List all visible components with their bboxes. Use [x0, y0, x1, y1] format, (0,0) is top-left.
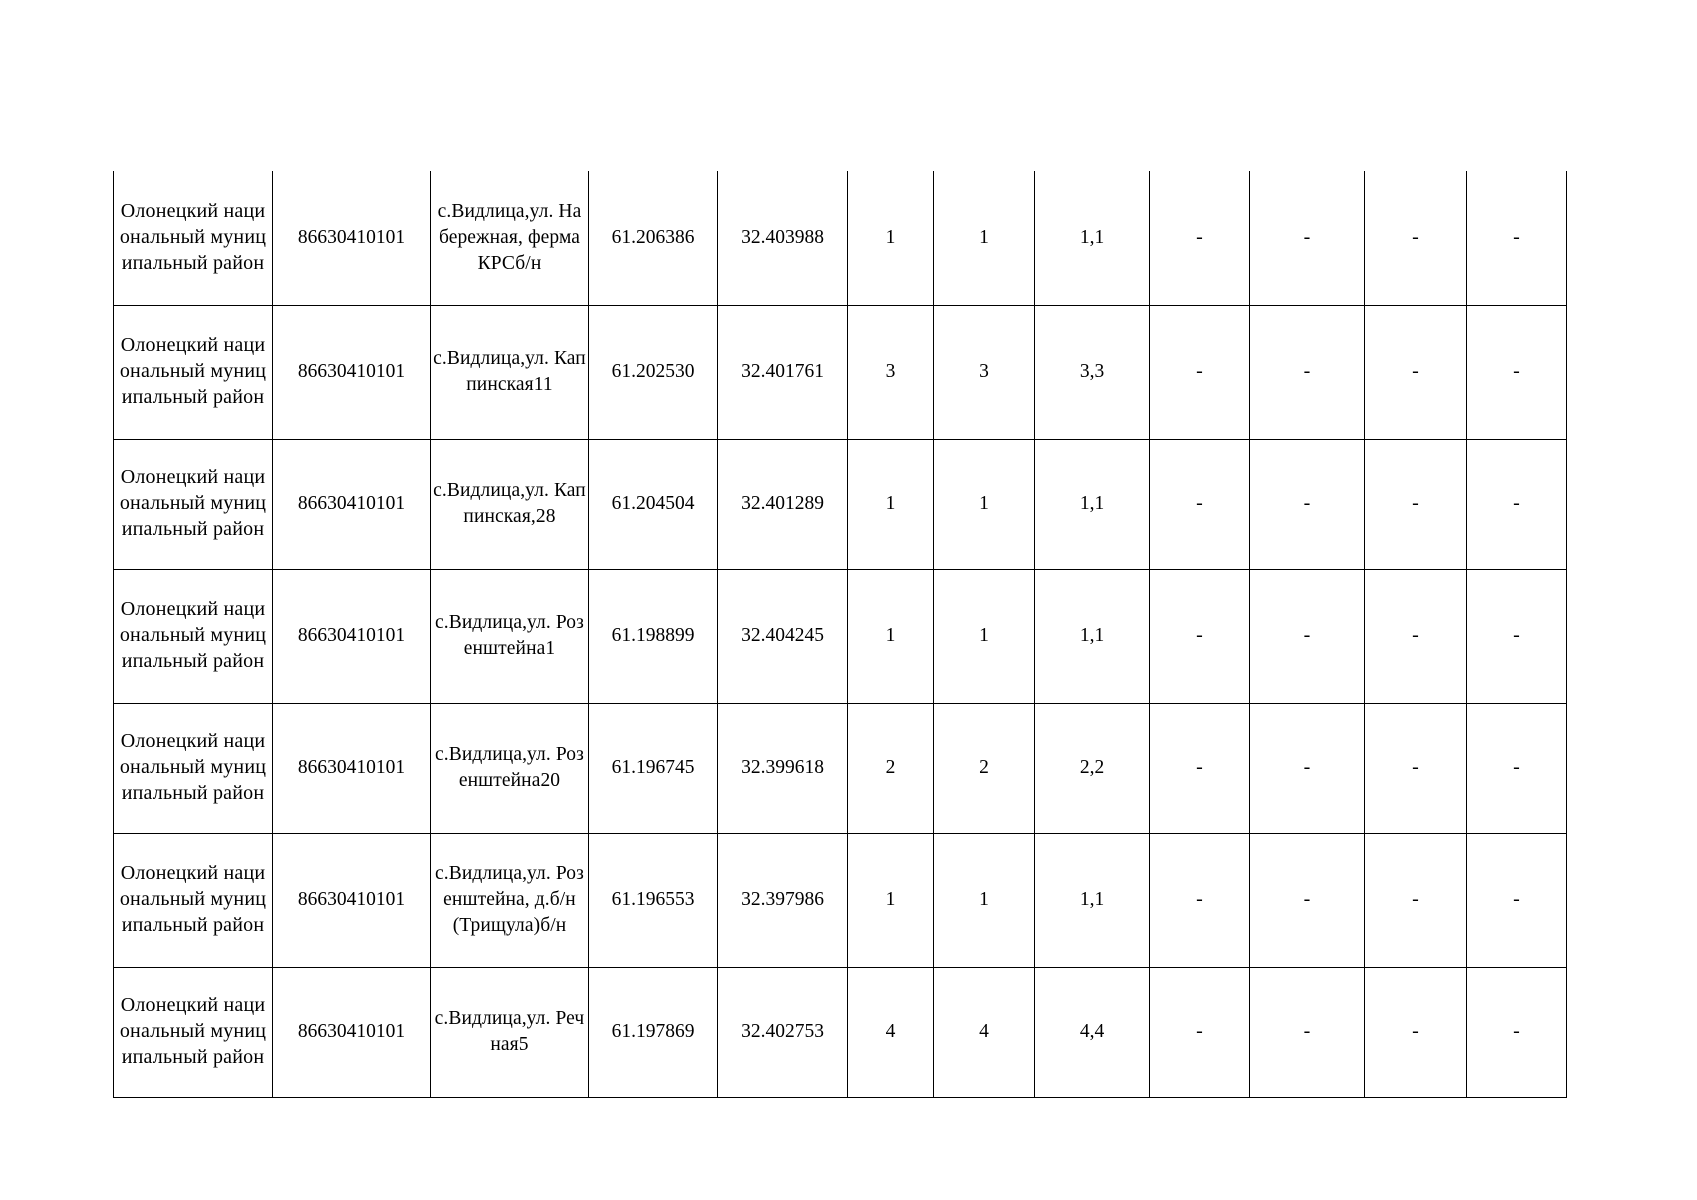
address-cell: с.Видлица,ул. Речная5 — [431, 967, 589, 1097]
column-7-cell: 4 — [934, 967, 1035, 1097]
oktmo-cell: 86630410101 — [273, 439, 431, 569]
column-7-cell: 1 — [934, 439, 1035, 569]
column-10-cell: - — [1250, 439, 1365, 569]
column-10-cell: - — [1250, 569, 1365, 703]
column-12-cell: - — [1467, 305, 1567, 439]
district-cell: Олонецкий национальный муниципальный район — [114, 703, 273, 833]
column-8-cell: 4,4 — [1035, 967, 1150, 1097]
column-6-cell: 1 — [848, 833, 934, 967]
latitude-cell: 61.196745 — [589, 703, 718, 833]
longitude-cell: 32.404245 — [718, 569, 848, 703]
table-row — [114, 171, 1567, 305]
latitude-cell: 61.196553 — [589, 833, 718, 967]
column-9-cell: - — [1150, 967, 1250, 1097]
column-6-cell: 1 — [848, 439, 934, 569]
column-11-cell: - — [1365, 569, 1467, 703]
column-10-cell: - — [1250, 703, 1365, 833]
column-6-cell: 1 — [848, 569, 934, 703]
table-row — [114, 703, 1567, 833]
oktmo-cell: 86630410101 — [273, 305, 431, 439]
column-12-cell: - — [1467, 439, 1567, 569]
address-cell: с.Видлица,ул. Набережная, ферма КРСб/н — [431, 171, 589, 305]
latitude-cell: 61.198899 — [589, 569, 718, 703]
column-7-cell: 1 — [934, 833, 1035, 967]
column-6-cell: 2 — [848, 703, 934, 833]
column-11-cell: - — [1365, 439, 1467, 569]
table-row — [114, 305, 1567, 439]
waste-sites-table — [113, 171, 1567, 1098]
column-9-cell: - — [1150, 439, 1250, 569]
district-cell: Олонецкий национальный муниципальный район — [114, 967, 273, 1097]
address-cell: с.Видлица,ул. Розенштейна1 — [431, 569, 589, 703]
column-8-cell: 3,3 — [1035, 305, 1150, 439]
column-11-cell: - — [1365, 171, 1467, 305]
column-6-cell: 3 — [848, 305, 934, 439]
longitude-cell: 32.402753 — [718, 967, 848, 1097]
district-cell: Олонецкий национальный муниципальный район — [114, 439, 273, 569]
address-cell: с.Видлица,ул. Розенштейна, д.б/н (Трищула)б/н — [431, 833, 589, 967]
district-cell: Олонецкий национальный муниципальный район — [114, 569, 273, 703]
column-9-cell: - — [1150, 171, 1250, 305]
district-cell: Олонецкий национальный муниципальный район — [114, 305, 273, 439]
column-9-cell: - — [1150, 703, 1250, 833]
oktmo-cell: 86630410101 — [273, 967, 431, 1097]
column-6-cell: 4 — [848, 967, 934, 1097]
table-body — [114, 171, 1567, 1097]
column-8-cell: 1,1 — [1035, 833, 1150, 967]
column-7-cell: 1 — [934, 171, 1035, 305]
longitude-cell: 32.399618 — [718, 703, 848, 833]
table-row — [114, 967, 1567, 1097]
column-8-cell: 1,1 — [1035, 171, 1150, 305]
oktmo-cell: 86630410101 — [273, 703, 431, 833]
column-8-cell: 1,1 — [1035, 569, 1150, 703]
column-11-cell: - — [1365, 703, 1467, 833]
latitude-cell: 61.197869 — [589, 967, 718, 1097]
longitude-cell: 32.403988 — [718, 171, 848, 305]
column-8-cell: 1,1 — [1035, 439, 1150, 569]
column-12-cell: - — [1467, 967, 1567, 1097]
column-12-cell: - — [1467, 703, 1567, 833]
latitude-cell: 61.206386 — [589, 171, 718, 305]
column-12-cell: - — [1467, 171, 1567, 305]
column-9-cell: - — [1150, 305, 1250, 439]
address-cell: с.Видлица,ул. Розенштейна20 — [431, 703, 589, 833]
column-7-cell: 1 — [934, 569, 1035, 703]
longitude-cell: 32.401761 — [718, 305, 848, 439]
column-11-cell: - — [1365, 305, 1467, 439]
address-cell: с.Видлица,ул. Каппинская11 — [431, 305, 589, 439]
column-7-cell: 3 — [934, 305, 1035, 439]
column-7-cell: 2 — [934, 703, 1035, 833]
column-6-cell: 1 — [848, 171, 934, 305]
column-10-cell: - — [1250, 171, 1365, 305]
column-9-cell: - — [1150, 833, 1250, 967]
column-10-cell: - — [1250, 833, 1365, 967]
district-cell: Олонецкий национальный муниципальный район — [114, 833, 273, 967]
column-10-cell: - — [1250, 305, 1365, 439]
column-9-cell: - — [1150, 569, 1250, 703]
table-row — [114, 439, 1567, 569]
column-8-cell: 2,2 — [1035, 703, 1150, 833]
column-12-cell: - — [1467, 569, 1567, 703]
column-10-cell: - — [1250, 967, 1365, 1097]
oktmo-cell: 86630410101 — [273, 171, 431, 305]
oktmo-cell: 86630410101 — [273, 569, 431, 703]
latitude-cell: 61.204504 — [589, 439, 718, 569]
column-12-cell: - — [1467, 833, 1567, 967]
table-row — [114, 833, 1567, 967]
latitude-cell: 61.202530 — [589, 305, 718, 439]
oktmo-cell: 86630410101 — [273, 833, 431, 967]
longitude-cell: 32.397986 — [718, 833, 848, 967]
column-11-cell: - — [1365, 833, 1467, 967]
table-row — [114, 569, 1567, 703]
longitude-cell: 32.401289 — [718, 439, 848, 569]
column-11-cell: - — [1365, 967, 1467, 1097]
district-cell: Олонецкий национальный муниципальный район — [114, 171, 273, 305]
address-cell: с.Видлица,ул. Каппинская,28 — [431, 439, 589, 569]
